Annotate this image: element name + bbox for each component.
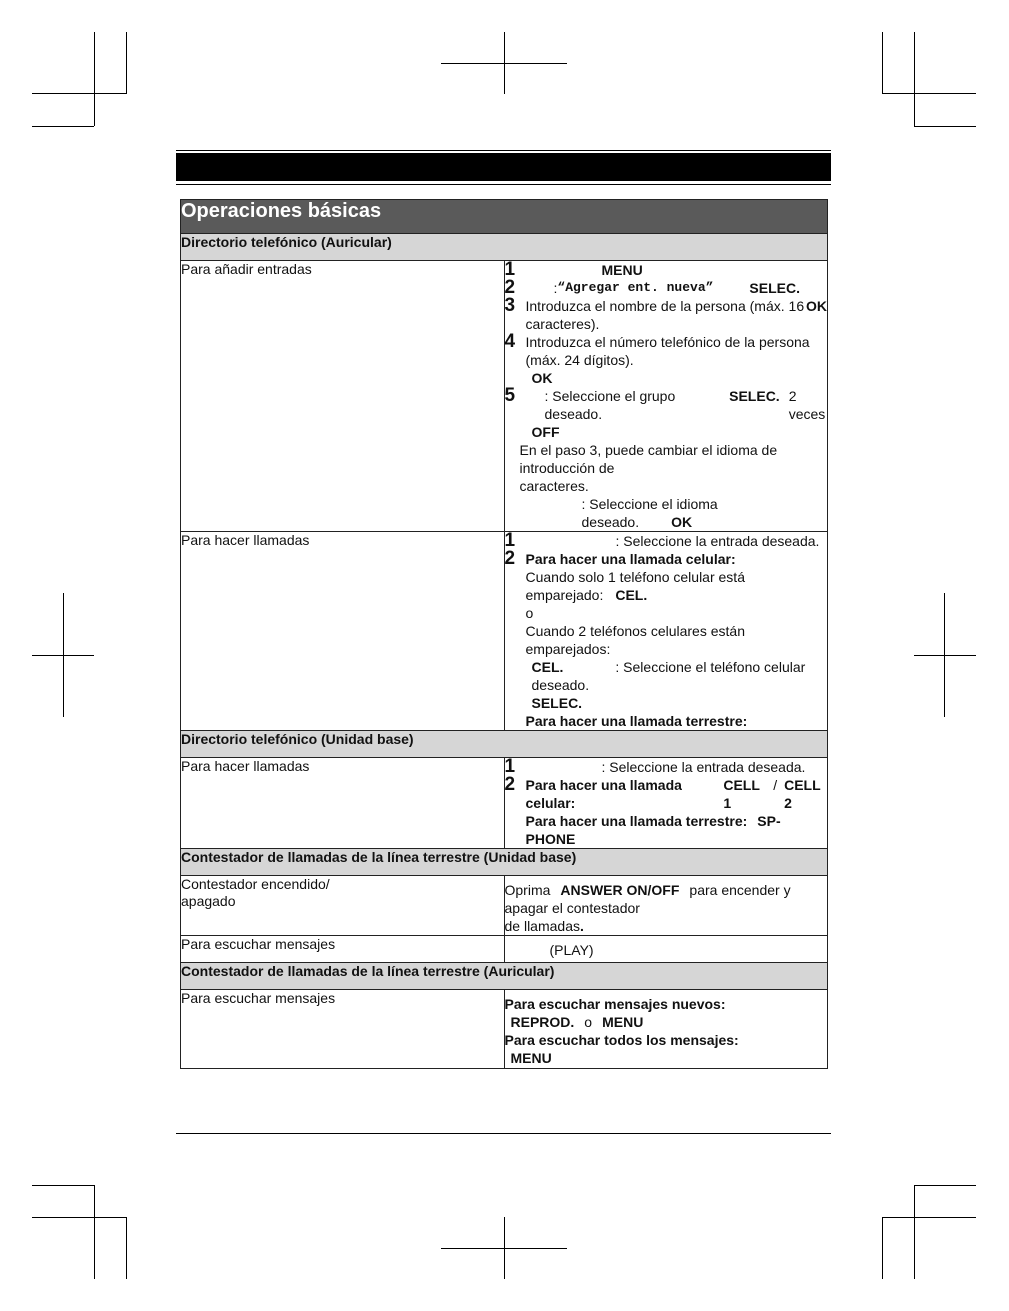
crop-mark [32, 655, 94, 656]
crop-mark [94, 1185, 95, 1279]
key-label: MENU [510, 1050, 552, 1066]
crop-mark [914, 655, 976, 656]
key-label: SELEC. [729, 388, 780, 404]
key-label: CEL. [531, 659, 564, 675]
section-header: Directorio telefónico (Unidad base) [181, 731, 828, 758]
step-number: 1 [504, 756, 516, 777]
step-number: 5 [504, 385, 516, 406]
table-row [181, 936, 828, 963]
crop-mark [914, 1185, 915, 1279]
row-label: Para hacer llamadas [181, 758, 505, 849]
or-text: o [584, 1014, 593, 1030]
step-number: 4 [504, 331, 516, 352]
crop-mark [914, 126, 976, 127]
step-text: : Seleccione la entrada deseada. [601, 759, 806, 775]
row-content [504, 990, 828, 1069]
table-row [181, 261, 828, 532]
subheading: Para escuchar mensajes nuevos: [504, 996, 726, 1012]
step-text: : Seleccione la entrada deseada. [615, 533, 820, 549]
crop-mark [914, 1185, 976, 1186]
repeat-count: 2 veces [788, 388, 826, 422]
step-number: 1 [504, 530, 516, 551]
step-number: 3 [504, 295, 516, 316]
step-number: 1 [504, 259, 516, 280]
table-row [181, 532, 828, 731]
subheading: Para hacer una llamada terrestre: [525, 713, 748, 729]
note-text: : Seleccione el idioma deseado. [581, 496, 718, 530]
table-row [181, 876, 828, 936]
crop-mark [32, 1185, 94, 1186]
section-header: Contestador de llamadas de la línea terrestre (Unidad base) [181, 849, 828, 876]
key-label: MENU [601, 262, 643, 278]
crop-mark [882, 1217, 883, 1279]
label-line: Contestador encendido/ [181, 876, 330, 892]
crop-mark [882, 93, 976, 94]
table-row [181, 990, 828, 1069]
table-row [181, 758, 828, 849]
key-label: CEL. [615, 587, 648, 603]
row-label: Para escuchar mensajes [181, 936, 505, 963]
row-content [504, 876, 828, 936]
row-content [504, 532, 828, 731]
key-label: MENU [602, 1014, 644, 1030]
step-text: de llamadas [504, 918, 580, 934]
step-text: Cuando 2 teléfonos celulares están emparejados: [525, 623, 745, 657]
key-label: CELL 2 [784, 777, 821, 811]
row-label: Para hacer llamadas [181, 532, 505, 731]
crop-mark [882, 32, 883, 94]
step-text: : Seleccione el teléfono celular deseado. [531, 659, 806, 693]
label-line: apagado [181, 893, 236, 909]
or-text: o [525, 605, 534, 621]
step-text: : Seleccione el grupo deseado. [544, 388, 676, 422]
crop-mark [126, 32, 127, 94]
key-label: ANSWER ON/OFF [560, 882, 680, 898]
key-label: CELL 1 [723, 777, 760, 811]
key-label: OK [531, 370, 553, 386]
step-text: Introduzca el nombre de la persona (máx. 16 caracteres). [525, 298, 805, 332]
step-text: Cuando solo 1 teléfono celular está emparejado: [525, 569, 745, 603]
key-label: REPROD. [510, 1014, 575, 1030]
operations-table [180, 199, 828, 1069]
step-text: Introduzca el número telefónico de la persona (máx. 24 dígitos). [525, 334, 810, 368]
separator: / [773, 777, 778, 793]
row-label: Para escuchar mensajes [181, 990, 505, 1069]
crop-mark [32, 126, 94, 127]
header-rule [176, 150, 831, 151]
row-content [504, 758, 828, 849]
subheading: Para hacer una llamada terrestre: [525, 813, 748, 829]
key-label: SELEC. [749, 280, 800, 296]
header-bar [176, 153, 831, 181]
footer-rule [176, 1133, 831, 1134]
crop-mark [94, 32, 95, 126]
menu-item: “Agregar ent. nueva” [557, 280, 714, 295]
subheading: Para hacer una llamada celular: [525, 777, 682, 811]
period: . [580, 918, 584, 934]
table-title: Operaciones básicas [181, 200, 828, 234]
row-label [181, 876, 505, 936]
key-label: SELEC. [531, 695, 583, 711]
step-number: 2 [504, 277, 516, 298]
step-number: 2 [504, 548, 516, 569]
key-label: OK [806, 298, 827, 314]
key-label: OK [671, 514, 693, 530]
crop-mark [914, 32, 915, 126]
section-header: Directorio telefónico (Auricular) [181, 234, 828, 261]
step-number: 2 [504, 774, 516, 795]
section-header: Contestador de llamadas de la línea terrestre (Auricular) [181, 963, 828, 990]
crop-mark [126, 1217, 127, 1279]
crop-mark [441, 1248, 567, 1249]
step-text: para encender y apagar el contestador [504, 882, 791, 916]
row-content [504, 936, 828, 963]
step-text: Oprima [504, 882, 551, 898]
subheading: Para escuchar todos los mensajes: [504, 1032, 739, 1048]
crop-mark [32, 93, 126, 94]
crop-mark [882, 1217, 976, 1218]
step-text: (PLAY) [549, 942, 594, 958]
header-rule [176, 184, 831, 185]
crop-mark [32, 1217, 126, 1218]
colon: : [553, 280, 558, 296]
note-text: caracteres. [519, 478, 589, 494]
key-label: OFF [531, 424, 560, 440]
note-text: En el paso 3, puede cambiar el idioma de introducción de [519, 442, 778, 476]
row-label: Para añadir entradas [181, 261, 505, 532]
key-label: SP-PHONE [525, 813, 781, 847]
subheading: Para hacer una llamada celular: [525, 551, 736, 567]
crop-mark [441, 63, 567, 64]
row-content [504, 261, 828, 532]
